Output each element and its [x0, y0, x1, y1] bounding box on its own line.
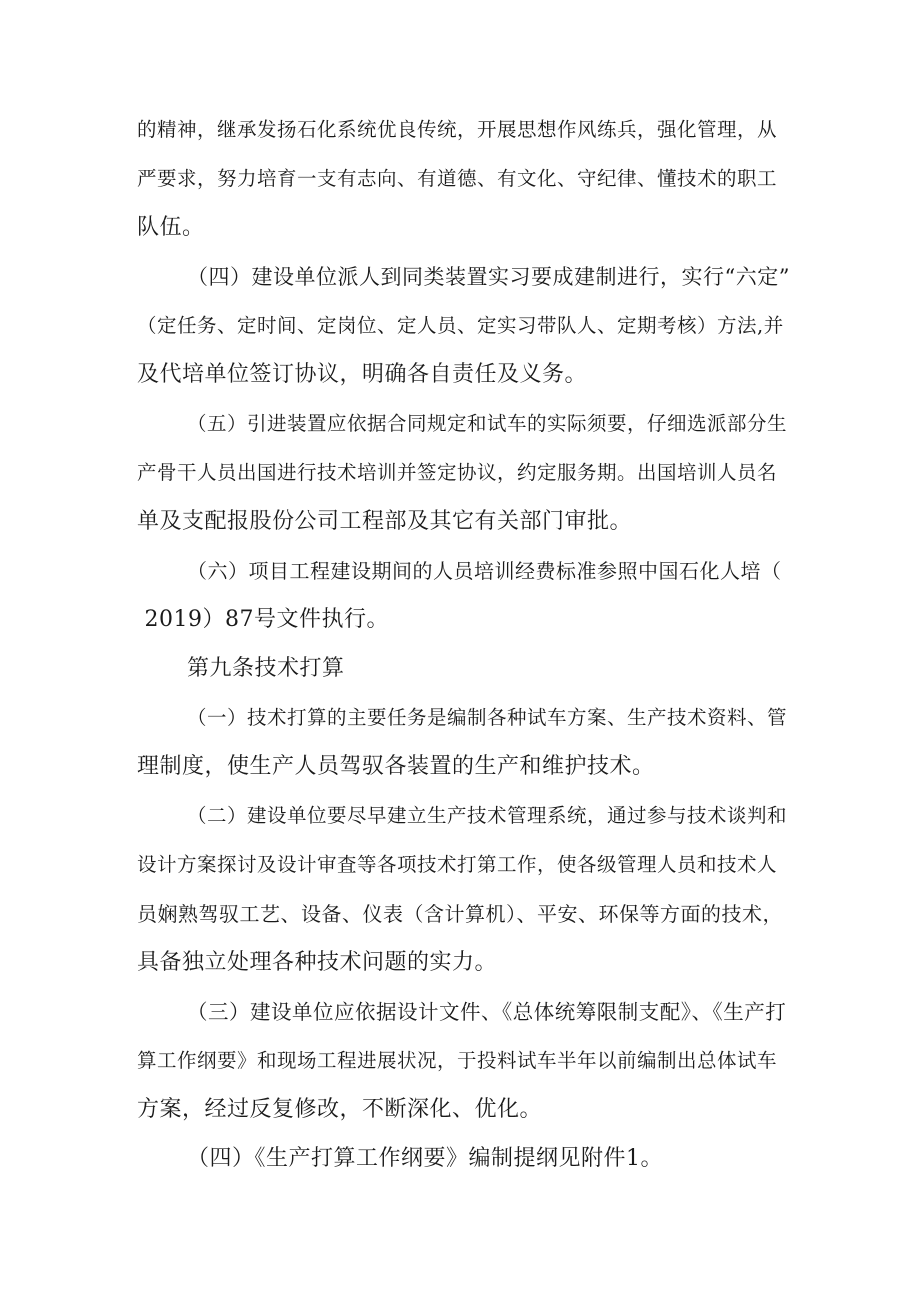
paragraph-line: 队伍。 — [137, 215, 205, 240]
paragraph-line: （二）建设单位要尽早建立生产技术管理系统，通过参与技术谈判和 — [187, 804, 788, 827]
paragraph-line: （四）建设单位派人到同类装置实习要成建制进行，实行“六定” — [187, 265, 790, 289]
paragraph-line: （六）项目工程建设期间的人员培训经费标准参照中国石化人培（ — [187, 559, 782, 583]
paragraph-line: 产骨干人员出国进行技术培训并签定协议，约定服务期。出国培训人员名 — [137, 461, 778, 484]
paragraph-line: （一）技术打算的主要任务是编制各种试车方案、生产技术资料、管 — [187, 706, 788, 729]
article-heading: 第九条技术打算 — [187, 656, 345, 681]
paragraph-line: 单及支配报股份公司工程部及其它有关部门审批。 — [137, 509, 633, 534]
paragraph-line: 员娴熟驾驭工艺、设备、仪表（含计算机）、平安、环保等方面的技术， — [137, 902, 783, 926]
paragraph-line: 理制度，使生产人员驾驭各装置的生产和维护技术。 — [137, 754, 655, 779]
paragraph-line: （定任务、定时间、定岗位、定人员、定实习带队人、定期考核）方法,并 — [137, 314, 784, 337]
paragraph-line: 具备独立处理各种技术问题的实力。 — [137, 950, 498, 975]
paragraph-line: 方案，经过反复修改，不断深化、优化。 — [137, 1097, 543, 1122]
paragraph-line: 设计方案探讨及设计审査等各项技术打第工作，使各级管理人员和技术人 — [137, 853, 778, 876]
paragraph-line: 严要求，努力培育一支有志向、有道德、有文化、守纪律、懂技术的职工 — [137, 167, 778, 190]
paragraph-line: （三）建设单位应依据设计文件、《总体统筹限制支配》、《生产打 — [187, 1000, 787, 1024]
paragraph-line: 及代培单位签订协议，明确各自责任及义务。 — [137, 362, 588, 387]
paragraph-line: 算工作纲要》和现场工程进展状况，于投料试车半年以前编制出总体试车 — [137, 1049, 778, 1072]
paragraph-line: （四）《生产打算工作纲要》编制提纲见附件1。 — [187, 1146, 663, 1171]
paragraph-line: （五）引进装置应依据合同规定和试车的实际须要，仔细选派部分生 — [187, 412, 788, 435]
paragraph-line: 2019）87号文件执行。 — [137, 607, 389, 632]
paragraph-line: 的精神，继承发扬石化系统优良传统，开展思想作风练兵，强化管理，从 — [137, 118, 778, 141]
